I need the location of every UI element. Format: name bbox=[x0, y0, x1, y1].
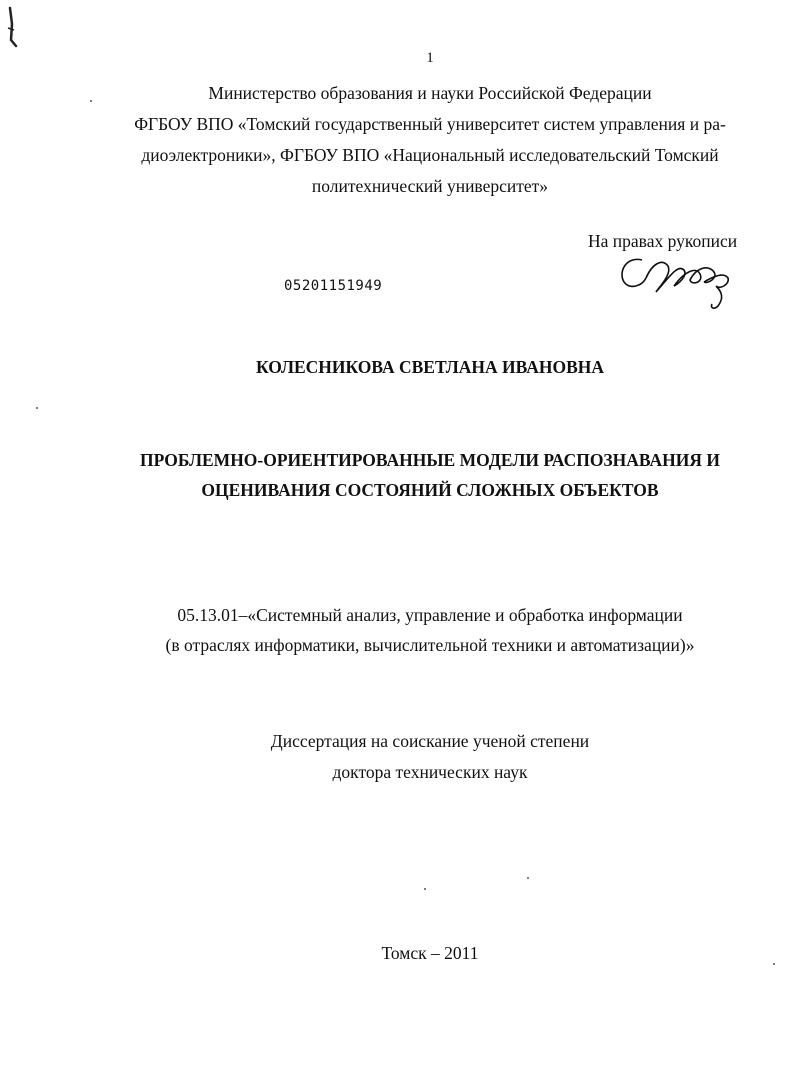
degree-line-1: Диссертация на соискание ученой степени bbox=[270, 731, 590, 751]
scan-margin-mark bbox=[2, 6, 26, 50]
author-name: КОЛЕСНИКОВА СВЕТЛАНА ИВАНОВНА bbox=[255, 357, 605, 377]
catalog-stamp-number: 05201151949 bbox=[284, 278, 383, 294]
page-number: 1 bbox=[426, 50, 434, 66]
specialty-line-2: (в отраслях информатики, вычислительной техники и автоматизации)» bbox=[165, 635, 695, 655]
place-and-year: Томск – 2011 bbox=[381, 943, 479, 963]
scan-speck bbox=[424, 888, 426, 890]
scan-speck bbox=[36, 407, 38, 409]
signature bbox=[612, 246, 742, 316]
scan-speck bbox=[90, 100, 92, 102]
degree-line-2: доктора технических наук bbox=[332, 762, 528, 782]
dissertation-title-line-2: ОЦЕНИВАНИЯ СОСТОЯНИЙ СЛОЖНЫХ ОБЪЕКТОВ bbox=[201, 480, 659, 500]
header-ministry-line: Министерство образования и науки Российской Федерации bbox=[208, 83, 652, 103]
header-university-line-1: ФГБОУ ВПО «Томский государственный университет систем управления и ра- bbox=[134, 114, 726, 134]
scan-speck bbox=[773, 963, 775, 965]
dissertation-title-line-1: ПРОБЛЕМНО-ОРИЕНТИРОВАННЫЕ МОДЕЛИ РАСПОЗНАВАНИЯ И bbox=[140, 450, 720, 470]
rights-note: На правах рукописи bbox=[588, 231, 738, 251]
header-university-line-3: политехнический университет» bbox=[311, 176, 549, 196]
specialty-line-1: 05.13.01–«Системный анализ, управление и обработка информации bbox=[177, 605, 683, 625]
header-university-line-2: диоэлектроники», ФГБОУ ВПО «Национальный исследовательский Томский bbox=[141, 145, 719, 165]
scan-speck bbox=[527, 877, 529, 879]
